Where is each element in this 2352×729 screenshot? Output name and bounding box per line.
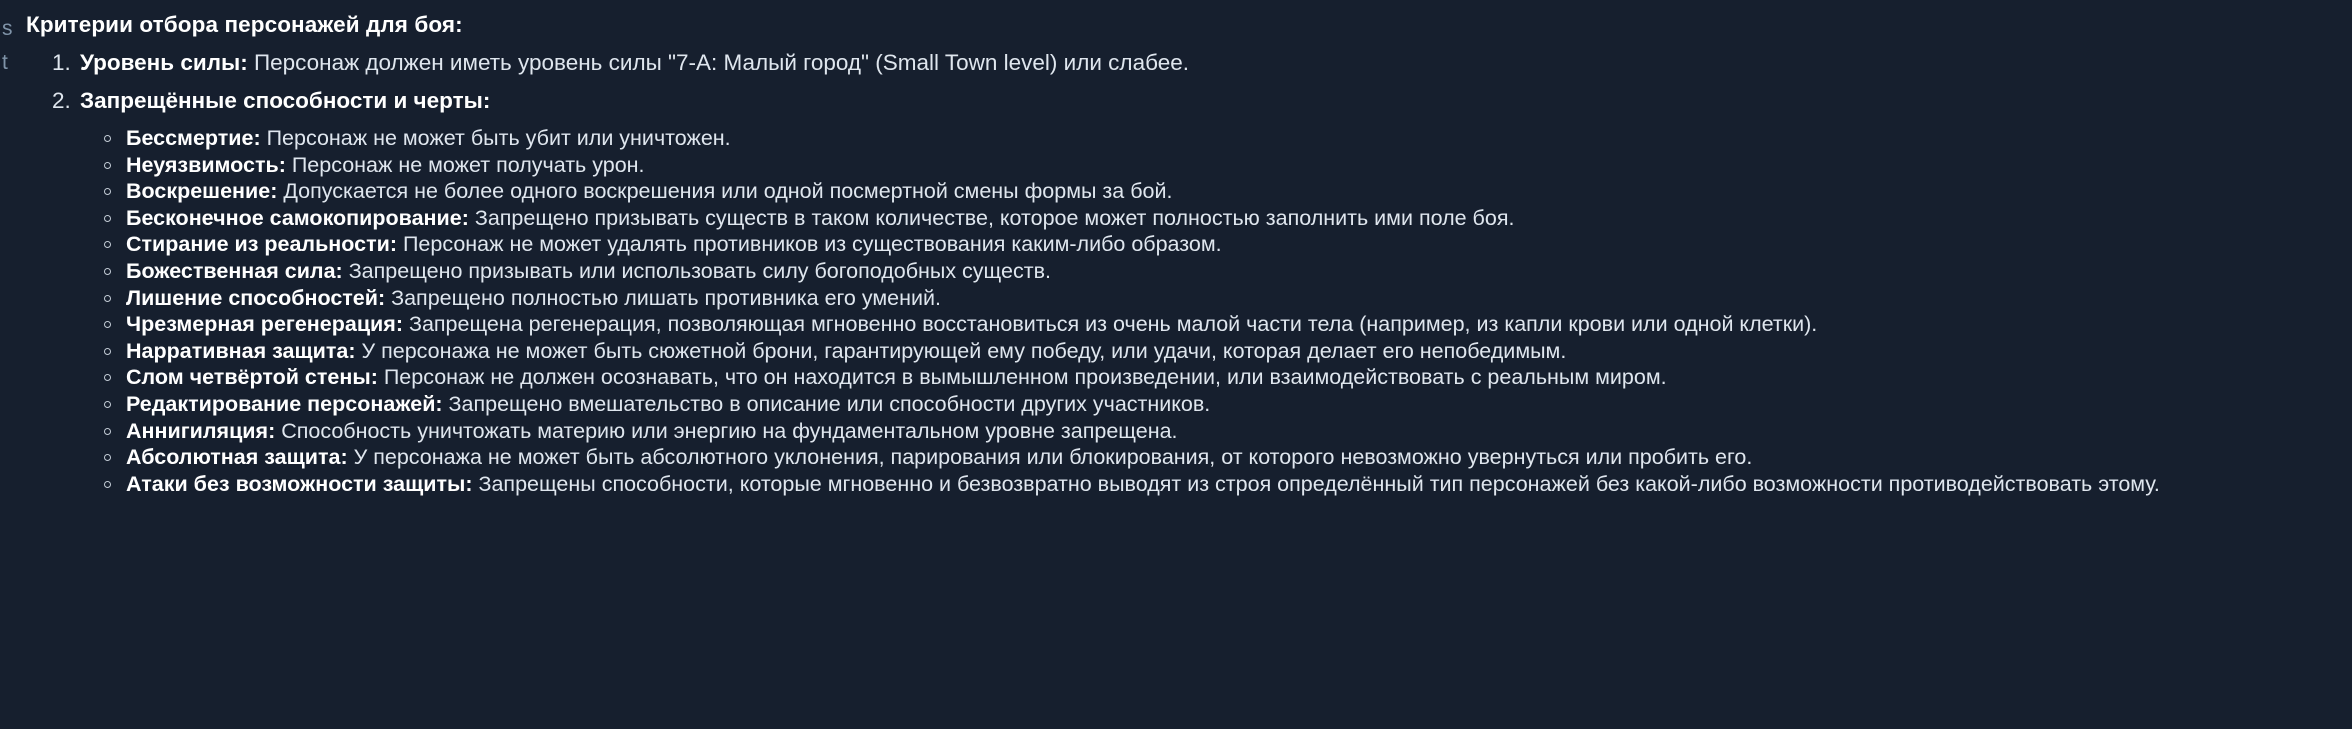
list-item-text (80, 50, 1189, 75)
gutter-fragment-top: s (2, 17, 13, 40)
sub-item-body: Допускается не более одного воскрешения или одной посмертной смены формы за бой. (277, 179, 1173, 204)
list-item (80, 153, 2352, 179)
bullet-circle-icon (104, 454, 111, 461)
document-content (26, 0, 2352, 498)
list-item (80, 392, 2352, 418)
bullet-circle-icon (104, 188, 111, 195)
bullet-circle-icon (104, 241, 111, 248)
sub-item-lead: Чрезмерная регенерация: (126, 312, 403, 337)
sub-item-text (126, 126, 2352, 152)
sub-item-lead: Стирание из реальности: (126, 232, 397, 257)
list-item (26, 44, 2352, 82)
bullet-circle-icon (104, 268, 111, 275)
list-item (80, 286, 2352, 312)
list-item (80, 259, 2352, 285)
list-item (26, 82, 2352, 497)
sub-item-text (126, 206, 2352, 232)
sub-item-body: Запрещена регенерация, позволяющая мгновенно восстановиться из очень малой части тела (например, из капли крови или одной клетки). (402, 312, 1818, 337)
list-item-body: Персонаж должен иметь уровень силы "7-А: Малый город" (Small Town level) или слабее. (247, 50, 1189, 75)
sub-item-text (126, 339, 2352, 365)
list-marker: 1. (52, 50, 71, 75)
sub-item-lead: Слом четвёртой стены: (126, 365, 378, 390)
list-item-lead: Запрещённые способности и черты: (80, 88, 491, 113)
sub-item-text (126, 419, 2352, 445)
list-item (80, 339, 2352, 365)
sub-item-text (126, 445, 2352, 471)
bullet-circle-icon (104, 135, 111, 142)
bullet-circle-icon (104, 374, 111, 381)
bullet-circle-icon (104, 295, 111, 302)
sub-item-text (126, 153, 2352, 179)
sub-item-body: Персонаж не должен осознавать, что он находится в вымышленном произведении, или взаимодействовать с реальным миром. (377, 365, 1667, 390)
sub-item-lead: Атаки без возможности защиты: (126, 471, 473, 496)
gutter-fragment-bottom: t (2, 51, 8, 74)
sub-item-text (126, 365, 2352, 391)
sub-item-body: Запрещено вмешательство в описание или способности других участников. (442, 391, 1211, 416)
sub-item-body: Запрещено полностью лишать противника его умений. (385, 285, 941, 310)
sub-item-text (126, 286, 2352, 312)
sub-item-body: Запрещено призывать существ в таком количестве, которое может полностью заполнить ими поле боя. (468, 205, 1515, 230)
sub-item-lead: Аннигиляция: (126, 418, 276, 443)
sub-item-body: У персонажа не может быть абсолютного уклонения, парирования или блокирования, от которого невозможно увернуться или пробить его. (347, 445, 1753, 470)
list-item (80, 472, 2352, 498)
sub-item-lead: Лишение способностей: (126, 285, 386, 310)
sub-item-text (126, 472, 2352, 498)
bullet-circle-icon (104, 348, 111, 355)
bullet-circle-icon (104, 428, 111, 435)
bullet-circle-icon (104, 481, 111, 488)
list-item (80, 126, 2352, 152)
sub-item-text (126, 179, 2352, 205)
page-title: Критерии отбора персонажей для боя: (26, 12, 463, 37)
sub-item-body: Персонаж не может получать урон. (285, 152, 645, 177)
sub-item-text (126, 232, 2352, 258)
left-gutter (0, 0, 22, 729)
forbidden-abilities-list (80, 126, 2352, 497)
list-item (80, 206, 2352, 232)
sub-item-body: Персонаж не может удалять противников из существования каким-либо образом. (397, 232, 1222, 257)
list-item-lead: Уровень силы: (80, 50, 248, 75)
bullet-circle-icon (104, 401, 111, 408)
bullet-circle-icon (104, 321, 111, 328)
sub-item-lead: Воскрешение: (126, 179, 278, 204)
sub-item-lead: Редактирование персонажей: (126, 391, 443, 416)
bullet-circle-icon (104, 215, 111, 222)
sub-item-body: У персонажа не может быть сюжетной брони, гарантирующей ему победу, или удачи, которая делает его непобедимым. (355, 338, 1567, 363)
list-item (80, 232, 2352, 258)
list-item (80, 179, 2352, 205)
sub-item-text (126, 392, 2352, 418)
list-item-text (80, 88, 490, 113)
sub-item-lead: Неуязвимость: (126, 152, 286, 177)
sub-item-body: Запрещено призывать или использовать силу богоподобных существ. (342, 258, 1051, 283)
sub-item-body: Способность уничтожать материю или энергию на фундаментальном уровне запрещена. (275, 418, 1178, 443)
sub-item-lead: Бесконечное самокопирование: (126, 205, 469, 230)
sub-item-body: Запрещены способности, которые мгновенно и безвозвратно выводят из строя определённый тип персонажей без какой-либо возможности противодействовать этому. (472, 471, 2160, 496)
bullet-circle-icon (104, 162, 111, 169)
list-item (80, 365, 2352, 391)
sub-item-text (126, 259, 2352, 285)
list-marker: 2. (52, 88, 71, 113)
list-item (80, 445, 2352, 471)
list-item (80, 419, 2352, 445)
sub-item-lead: Божественная сила: (126, 258, 343, 283)
sub-item-lead: Бессмертие: (126, 126, 261, 150)
sub-item-lead: Нарративная защита: (126, 338, 356, 363)
sub-item-body: Персонаж не может быть убит или уничтожен. (260, 126, 731, 150)
criteria-list (26, 44, 2352, 497)
sub-item-lead: Абсолютная защита: (126, 445, 348, 470)
list-item (80, 312, 2352, 338)
sub-item-text (126, 312, 2352, 338)
